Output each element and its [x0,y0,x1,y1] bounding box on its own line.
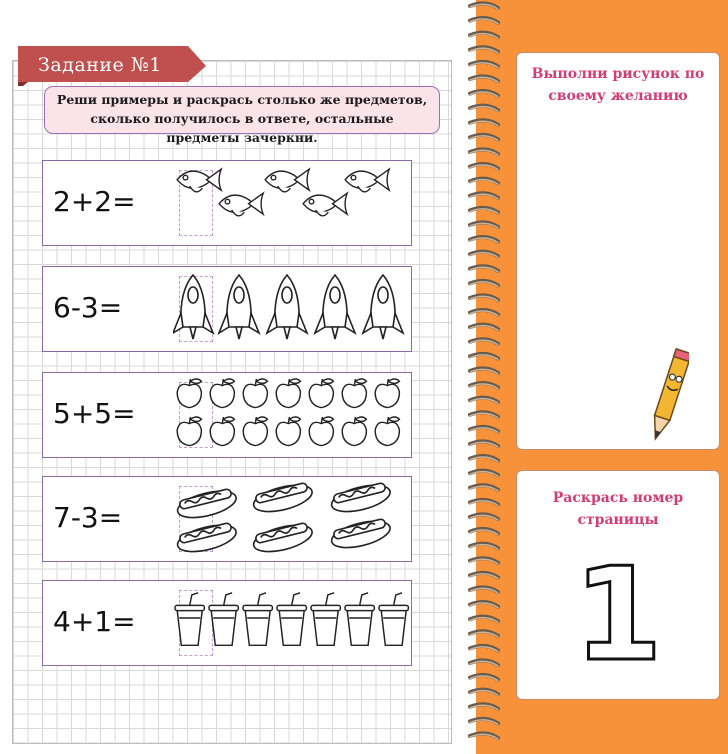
hotdog-icon[interactable] [251,480,315,516]
task-expression: 2+2= [53,185,136,218]
task-expression: 7-3= [53,501,123,534]
apple-icon[interactable] [375,379,399,408]
rocket-icon[interactable] [315,275,355,339]
apple-icon[interactable] [276,417,300,446]
task-expression: 6-3= [53,291,123,324]
cup-icon[interactable] [277,593,306,646]
task-row [42,372,412,458]
rocket-group [173,267,409,351]
apple-group [173,373,409,457]
pencil-icon [649,347,689,447]
page-number-card-text: Раскрась номер страницы [552,490,684,528]
fish-icon[interactable] [219,193,263,216]
cup-icon[interactable] [345,593,374,646]
hotdog-icon[interactable] [251,520,315,556]
apple-icon[interactable] [342,379,366,408]
page-number[interactable]: 1 [573,541,663,690]
hotdog-icon[interactable] [175,486,239,522]
rocket-icon[interactable] [267,275,307,339]
task-row [42,476,412,562]
hotdog-icon[interactable] [329,516,393,552]
cup-icon[interactable] [175,593,204,646]
apple-icon[interactable] [309,417,333,446]
apple-icon[interactable] [276,379,300,408]
fish-group [173,161,409,245]
draw-card-text: Выполни рисунок по своему желанию [531,66,705,104]
instruction-box: Реши примеры и раскрась столько же предметов, сколько получилось в ответе, остальные предметы зачеркни. [44,86,440,134]
task-expression: 4+1= [53,605,136,638]
cup-icon[interactable] [311,593,340,646]
cup-icon[interactable] [243,593,272,646]
title-ribbon [18,46,206,86]
fish-icon[interactable] [177,169,221,192]
task-row [42,580,412,666]
apple-icon[interactable] [375,417,399,446]
apple-icon[interactable] [177,379,201,408]
task-row [42,160,412,246]
apple-icon[interactable] [210,417,234,446]
draw-card[interactable] [516,52,720,450]
cup-icon[interactable] [379,593,408,646]
apple-icon[interactable] [210,379,234,408]
hotdog-icon[interactable] [329,480,393,516]
hotdog-icon[interactable] [175,520,239,556]
task-row [42,266,412,352]
apple-icon[interactable] [243,417,267,446]
apple-icon[interactable] [342,417,366,446]
rocket-icon[interactable] [219,275,259,339]
cup-group [173,581,409,665]
fish-icon[interactable] [303,193,347,216]
apple-icon[interactable] [309,379,333,408]
rocket-icon[interactable] [363,275,403,339]
fish-icon[interactable] [345,169,389,192]
page-title: Задание №1 [38,54,162,76]
cup-icon[interactable] [209,593,238,646]
page-number-card[interactable] [516,470,720,700]
fish-icon[interactable] [265,169,309,192]
apple-icon[interactable] [177,417,201,446]
right-panel [476,0,728,754]
apple-icon[interactable] [243,379,267,408]
hotdog-group [173,477,409,561]
spiral-binding-icon [464,0,504,754]
rocket-icon[interactable] [173,275,213,339]
task-expression: 5+5= [53,397,136,430]
